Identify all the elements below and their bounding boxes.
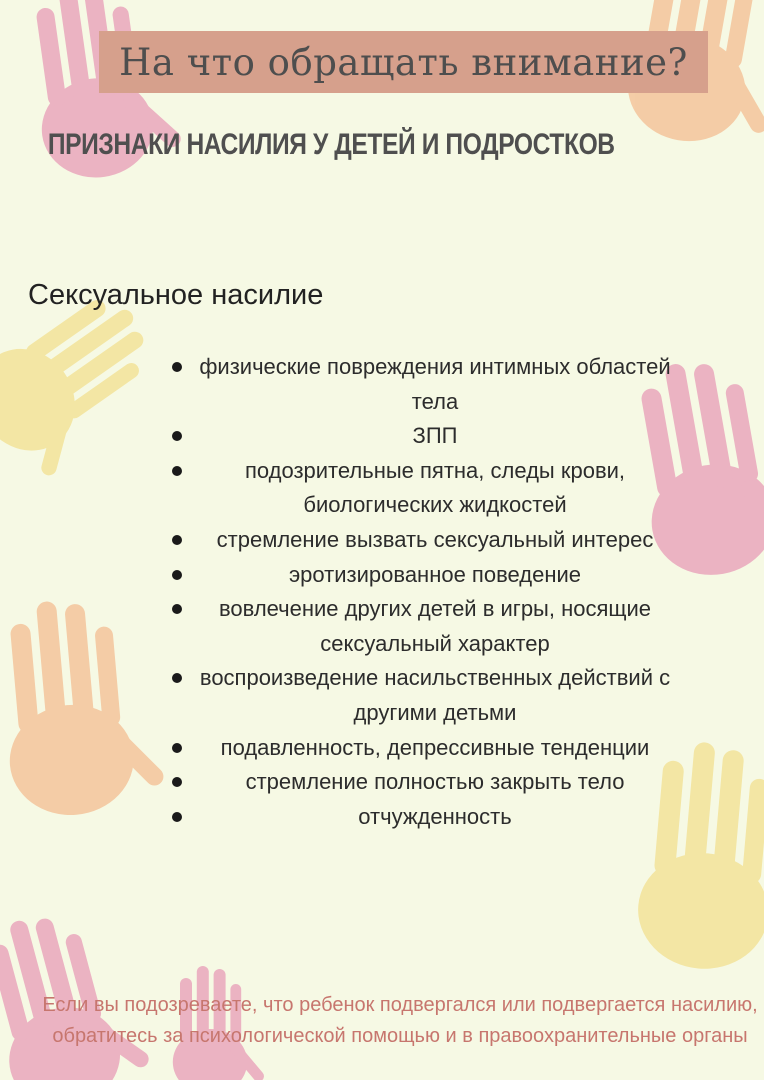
bullet-icon bbox=[172, 777, 182, 787]
list-item bbox=[165, 800, 685, 835]
section-heading: Сексуальное насилие bbox=[28, 279, 324, 311]
page-title: На что обращать внимание? bbox=[119, 40, 688, 84]
list-item-text: стремление полностью закрыть тело bbox=[245, 769, 625, 795]
bullet-icon bbox=[172, 743, 182, 753]
signs-list bbox=[165, 350, 685, 834]
list-item-text: подозрительные пятна, следы крови, биологических жидкостей bbox=[244, 457, 626, 518]
handprint-peach-left-icon bbox=[0, 592, 170, 820]
handprint-pink-bottom-left-icon bbox=[0, 896, 159, 1080]
list-item-text: вовлечение других детей в игры, носящие сексуальный характер bbox=[218, 596, 652, 656]
bullet-icon bbox=[172, 673, 182, 683]
list-item bbox=[165, 558, 685, 593]
title-banner bbox=[99, 31, 708, 93]
list-item bbox=[165, 523, 685, 558]
bullet-icon bbox=[172, 466, 182, 476]
list-item bbox=[165, 419, 685, 454]
list-item bbox=[165, 592, 685, 661]
bullet-icon bbox=[172, 570, 182, 580]
list-item bbox=[165, 454, 685, 523]
list-item-text: воспроизведение насильственных действий с другими детьми bbox=[199, 665, 671, 725]
list-item-text: физические повреждения интимных областей тела bbox=[199, 354, 671, 414]
page-subtitle: ПРИЗНАКИ НАСИЛИЯ У ДЕТЕЙ И ПОДРОСТКОВ bbox=[47, 128, 615, 161]
list-item-text: отчужденность bbox=[358, 803, 512, 829]
bullet-icon bbox=[172, 362, 182, 372]
list-item bbox=[165, 731, 685, 766]
list-item bbox=[165, 350, 685, 419]
list-item-text: эротизированное поведение bbox=[288, 561, 582, 587]
footer-notice: Если вы подозреваете, что ребенок подвергался или подвергается насилию, обратитесь за психологической помощью и в правоохранительные органы bbox=[42, 994, 758, 1047]
bullet-icon bbox=[172, 535, 182, 545]
bullet-icon bbox=[172, 431, 182, 441]
list-item-text: стремление вызвать сексуальный интерес bbox=[216, 526, 654, 552]
list-item-text: ЗПП bbox=[412, 423, 458, 449]
bullet-icon bbox=[172, 604, 182, 614]
list-item bbox=[165, 765, 685, 800]
bullet-icon bbox=[172, 812, 182, 822]
list-item-text: подавленность, депрессивные тенденции bbox=[220, 734, 650, 760]
list-item bbox=[165, 661, 685, 730]
